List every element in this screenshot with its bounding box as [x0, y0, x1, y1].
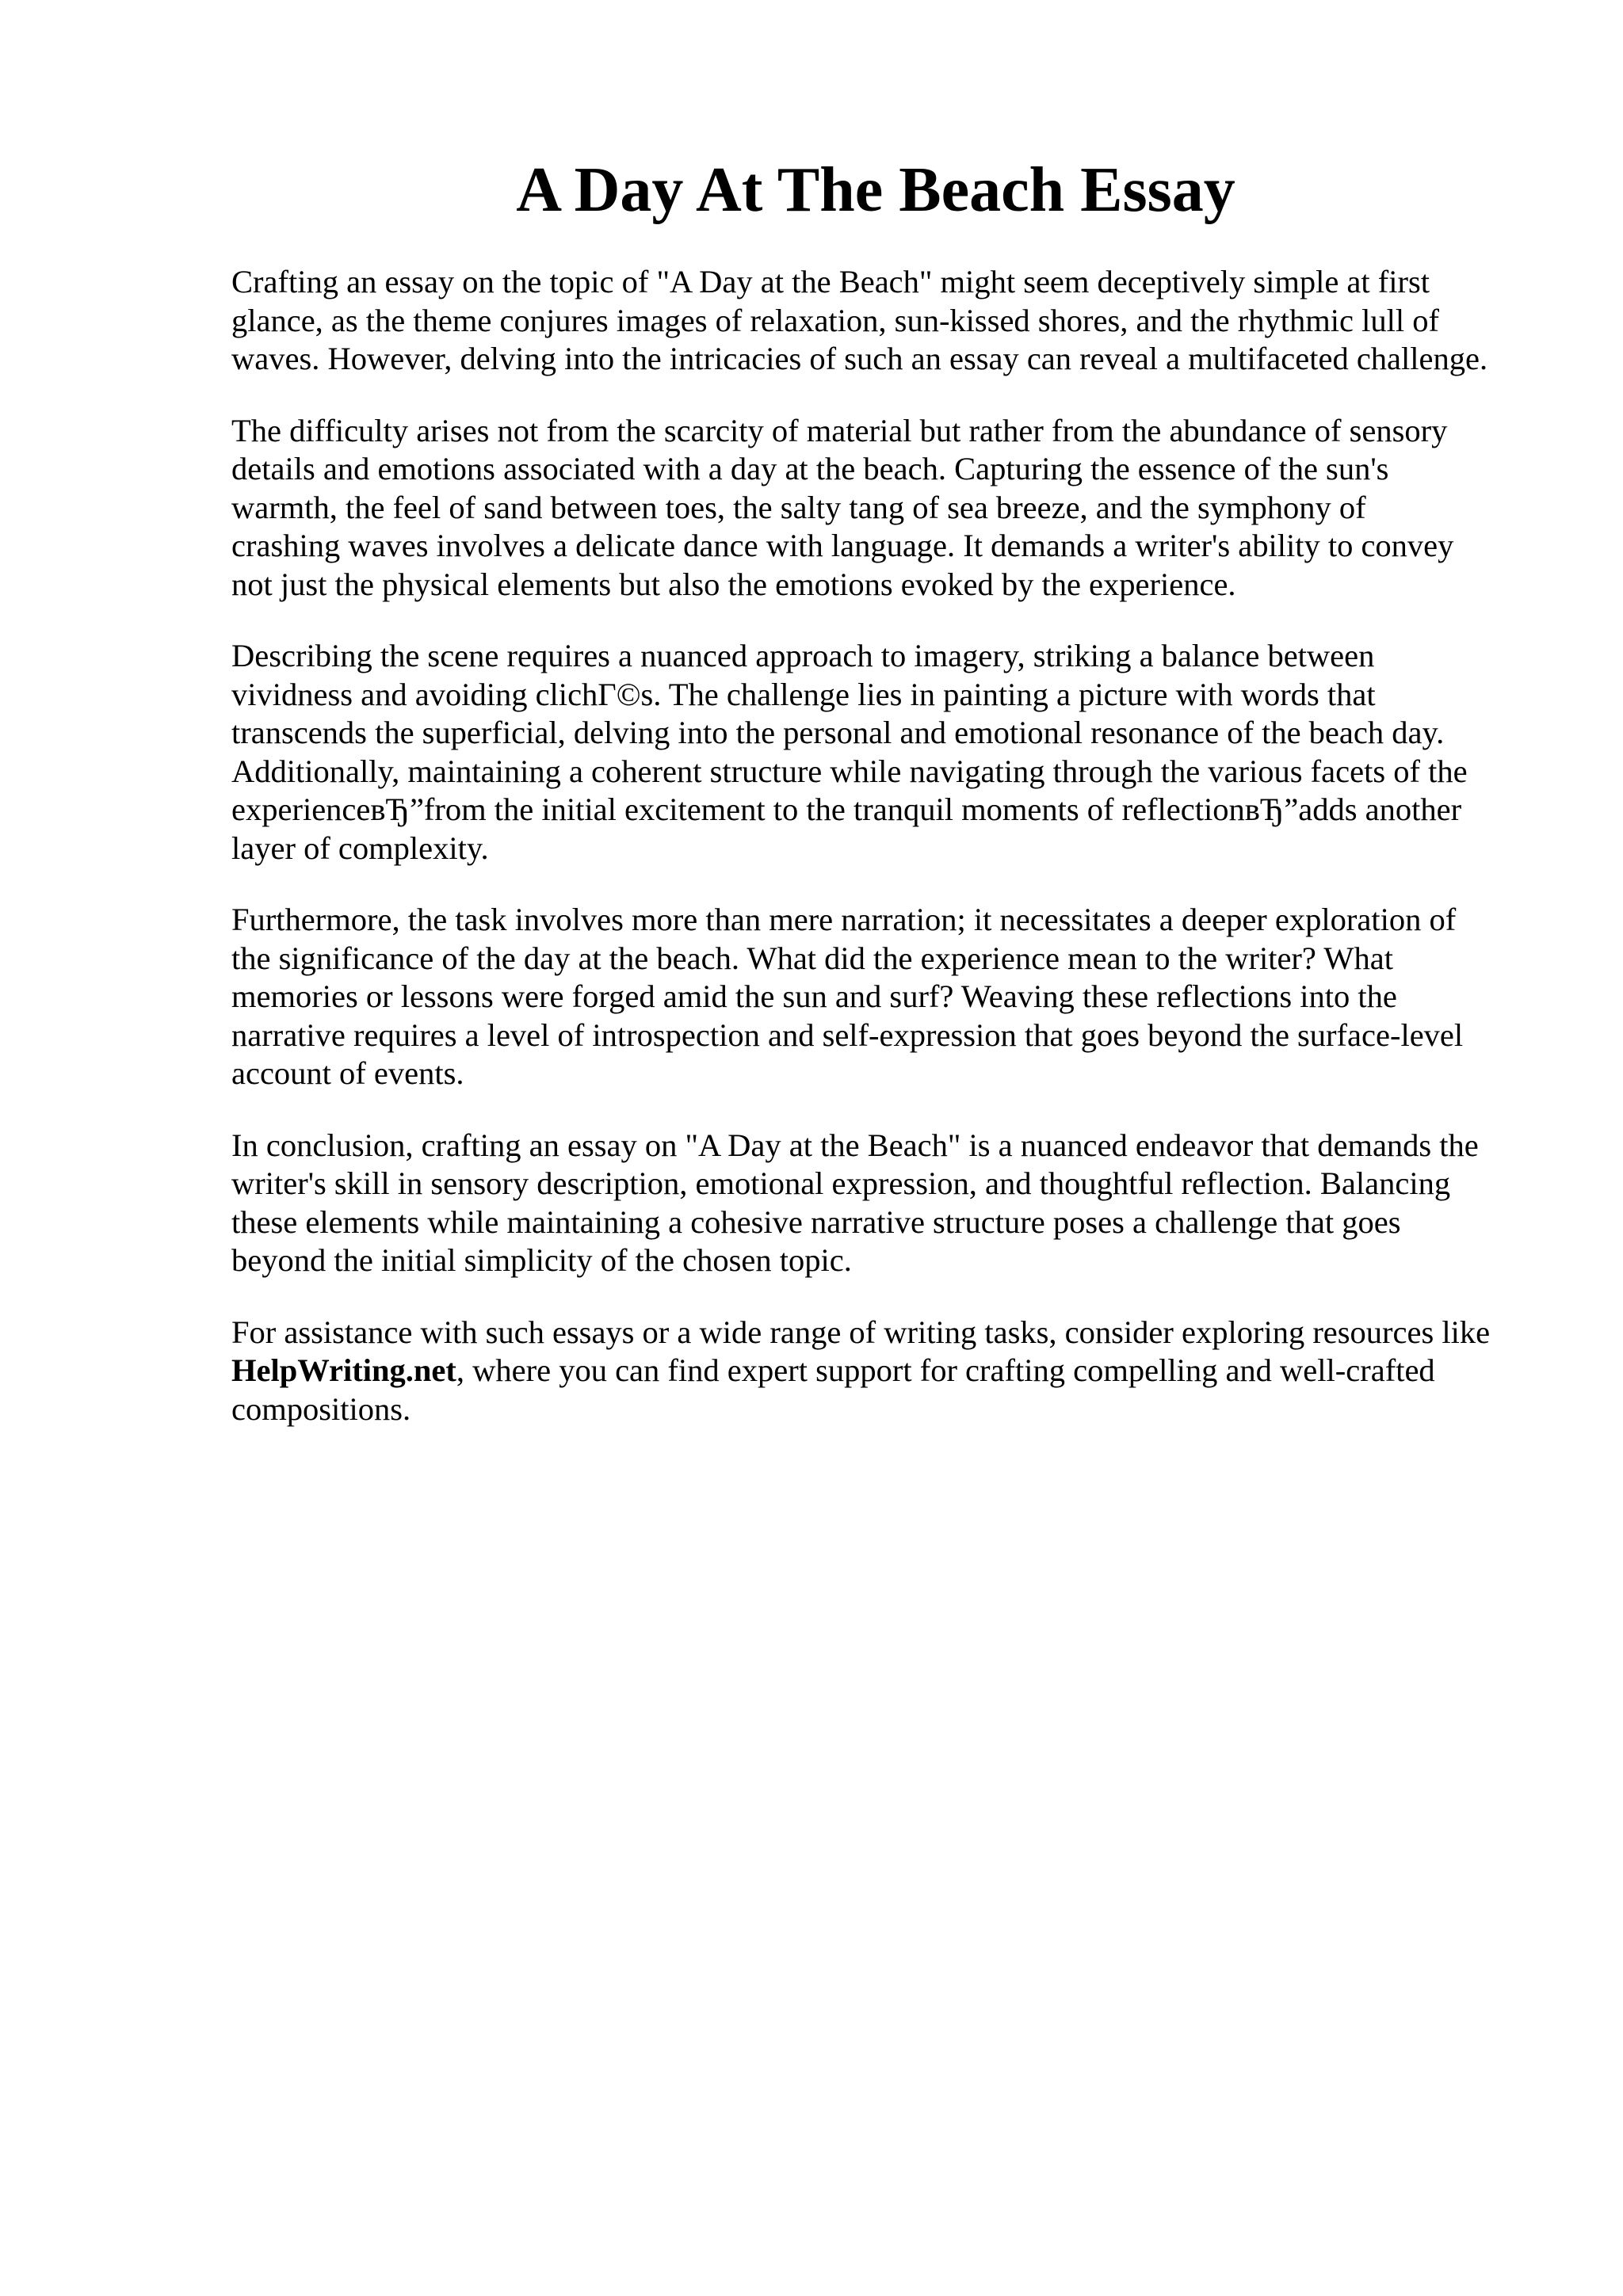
paragraph-3: [231, 637, 1547, 868]
paragraph-5: [231, 1127, 1547, 1280]
essay-body: [231, 263, 1547, 1462]
closing-line-rest: , where you can find expert support for crafting compelling and well-crafted: [456, 1352, 1435, 1388]
paragraph-line: Crafting an essay on the topic of "A Day at the Beach" might seem deceptively simple at first: [231, 264, 1430, 299]
paragraph-line: Furthermore, the task involves more than mere narration; it necessitates a deeper exploration of: [231, 902, 1457, 937]
paragraph-1: [231, 263, 1547, 379]
paragraph-line: beyond the initial simplicity of the chosen topic.: [231, 1242, 852, 1278]
paragraph-line: In conclusion, crafting an essay on "A Day at the Beach" is a nuanced endeavor that demands the: [231, 1127, 1479, 1163]
paragraph-line: Describing the scene requires a nuanced approach to imagery, striking a balance between: [231, 638, 1375, 673]
paragraph-line: the significance of the day at the beach. What did the experience mean to the writer? What: [231, 940, 1393, 976]
paragraph-line: Additionally, maintaining a coherent structure while navigating through the various facets of the: [231, 753, 1468, 789]
closing-paragraph: [231, 1314, 1547, 1429]
paragraph-line: warmth, the feel of sand between toes, the salty tang of sea breeze, and the symphony of: [231, 489, 1366, 525]
paragraph-line: transcends the superficial, delving into the personal and emotional resonance of the beach day.: [231, 715, 1445, 750]
paragraph-line: For assistance with such essays or a wide range of writing tasks, consider exploring resources like: [231, 1314, 1491, 1350]
paragraph-2: [231, 412, 1547, 605]
paragraph-line: vividness and avoiding clichГ©s. The challenge lies in painting a picture with words that: [231, 676, 1376, 712]
paragraph-line: not just the physical elements but also the emotions evoked by the experience.: [231, 566, 1236, 602]
helpwriting-link[interactable]: HelpWriting.net: [231, 1352, 456, 1388]
paragraph-line: crashing waves involves a delicate dance with language. It demands a writer's ability to convey: [231, 528, 1454, 563]
paragraph-line: memories or lessons were forged amid the sun and surf? Weaving these reflections into the: [231, 978, 1397, 1014]
paragraph-line: glance, as the theme conjures images of relaxation, sun-kissed shores, and the rhythmic lull of: [231, 302, 1439, 338]
paragraph-line: narrative requires a level of introspection and self-expression that goes beyond the surface-level: [231, 1016, 1464, 1053]
paragraph-line: compositions.: [231, 1390, 411, 1427]
paragraph-line: experienceвЂ”from the initial excitement to the tranquil moments of reflectionвЂ”adds another: [231, 791, 1462, 827]
paragraph-line: details and emotions associated with a day at the beach. Capturing the essence of the sun's: [231, 451, 1389, 486]
paragraph-line: these elements while maintaining a cohesive narrative structure poses a challenge that goes: [231, 1203, 1401, 1240]
paragraph-line: waves. However, delving into the intricacies of such an essay can reveal a multifaceted challenge.: [231, 341, 1488, 376]
paragraph-4: [231, 901, 1547, 1093]
paragraph-line: account of events.: [231, 1055, 464, 1091]
document-title: A Day At The Beach Essay: [516, 155, 1235, 225]
paragraph-line: [231, 1352, 1547, 1390]
paragraph-line: layer of complexity.: [231, 830, 489, 866]
paragraph-line: writer's skill in sensory description, emotional expression, and thoughtful reflection. Balancing: [231, 1165, 1451, 1201]
paragraph-line: The difficulty arises not from the scarcity of material but rather from the abundance of sensory: [231, 412, 1448, 448]
